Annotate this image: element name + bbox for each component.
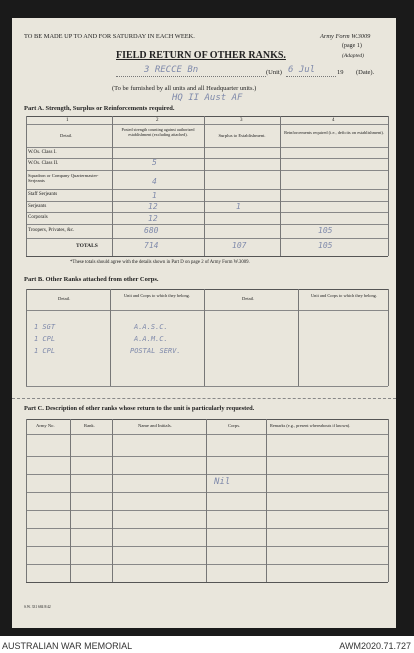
part-c-col-army-no: Army No. xyxy=(36,423,55,428)
cell-totals-posted: 714 xyxy=(144,241,159,250)
form-paper xyxy=(12,18,396,628)
cell-totals-surplus: 107 xyxy=(232,241,247,250)
archive-footer xyxy=(0,636,414,653)
form-id: Army Form W.3009 xyxy=(320,33,371,40)
cell-troopers-posted: 680 xyxy=(144,226,159,235)
row-label-cqms: Squadron or Company Quartermaster-Serjeants xyxy=(28,173,99,184)
cell-troopers-reinf: 105 xyxy=(318,226,333,235)
part-b-col-detail-2: Detail. xyxy=(242,296,255,301)
row-label-staff-sjt: Staff Serjeants xyxy=(28,192,58,197)
date-label: (Date). xyxy=(356,69,375,76)
part-c-col-rank: Rank. xyxy=(84,423,95,428)
col-number-4: 4 xyxy=(332,118,335,123)
part-b-row1-detail: 1 SGT xyxy=(34,323,56,331)
col-number-2: 2 xyxy=(156,118,159,123)
cell-sjt-posted: 12 xyxy=(148,202,158,211)
part-b-title: Part B. Other Ranks attached from other Corps. xyxy=(24,276,159,283)
part-a-footnote: *These totals should agree with the details shown in Part D on page 2 of Army Form W.3009. xyxy=(70,260,250,265)
col-header-surplus: Surplus to Establishment. xyxy=(218,133,266,138)
col-header-posted: Posted strength counting against authorized establishment (excluding attached). xyxy=(121,127,195,137)
part-b-row1-corps: A.A.S.C. xyxy=(134,323,168,331)
part-c-nil: Nil xyxy=(214,477,231,487)
part-b-col-detail-1: Detail. xyxy=(58,296,71,301)
row-label-cpl: Corporals xyxy=(28,215,48,220)
footer-left: AUSTRALIAN WAR MEMORIAL xyxy=(2,641,133,651)
part-b-col-corps-1: Unit and Corps to which they belong. xyxy=(124,293,190,298)
col-number-3: 3 xyxy=(240,118,243,123)
tear-line xyxy=(12,398,396,399)
form-title: FIELD RETURN OF OTHER RANKS. xyxy=(116,50,286,61)
cell-totals-reinf: 105 xyxy=(318,241,333,250)
part-b-col-corps-2: Unit and Corps to which they belong. xyxy=(311,293,377,298)
part-b-row2-corps: A.A.M.C. xyxy=(134,335,168,343)
col-header-detail: Detail. xyxy=(60,133,73,138)
form-adapted: (Adapted) xyxy=(342,53,364,59)
printer-mark: S.W. 331 684 8/42 xyxy=(24,605,51,609)
year-prefix: 19 xyxy=(337,69,344,76)
unit-label: (Unit) xyxy=(266,69,282,76)
row-label-troopers: Troopers, Privates, &c. xyxy=(28,228,75,233)
col-header-reinf: Reinforcements required (i.e., deficits on establishment). xyxy=(284,130,384,135)
part-b-row3-detail: 1 CPL xyxy=(34,347,56,355)
row-label-sjt: Serjeants xyxy=(28,204,47,209)
cell-cqms-posted: 4 xyxy=(152,177,157,186)
part-c-col-corps: Corps. xyxy=(228,423,241,428)
row-label-wo2: W.Os. Class II. xyxy=(28,161,59,166)
totals-label: TOTALS xyxy=(76,243,98,249)
cell-staff-posted: 1 xyxy=(152,191,157,200)
part-a-title: Part A. Strength, Surplus or Reinforcements required. xyxy=(24,105,175,112)
part-b-row3-corps: POSTAL SERV. xyxy=(130,347,181,355)
cell-wo2-posted: 5 xyxy=(152,158,157,167)
unit-handwritten: 3 RECCE Bn xyxy=(144,65,199,75)
unit-dotted-line xyxy=(116,76,266,77)
part-c-col-remarks: Remarks (e.g., present whereabouts if known). xyxy=(270,423,351,428)
date-handwritten: 6 Jul xyxy=(288,65,316,75)
part-c-col-name: Name and Initials. xyxy=(138,423,172,428)
top-note: TO BE MADE UP TO AND FOR SATURDAY IN EACH WEEK. xyxy=(24,33,195,40)
instruction: (To be furnished by all units and all Headquarter units.) xyxy=(112,85,257,92)
handwritten-subtitle: HQ II Aust AF xyxy=(172,93,243,103)
part-c-title: Part C. Description of other ranks whose return to the unit is particularly requested. xyxy=(24,405,255,412)
col-number-1: 1 xyxy=(66,118,69,123)
footer-right: AWM2020.71.727 xyxy=(339,641,411,651)
part-b-row2-detail: 1 CPL xyxy=(34,335,56,343)
cell-cpl-posted: 12 xyxy=(148,214,158,223)
row-label-wo1: W.Os. Class I. xyxy=(28,150,57,155)
form-page: (page 1) xyxy=(342,43,362,49)
cell-sjt-surplus: 1 xyxy=(236,202,241,211)
date-dotted-line xyxy=(286,76,336,77)
